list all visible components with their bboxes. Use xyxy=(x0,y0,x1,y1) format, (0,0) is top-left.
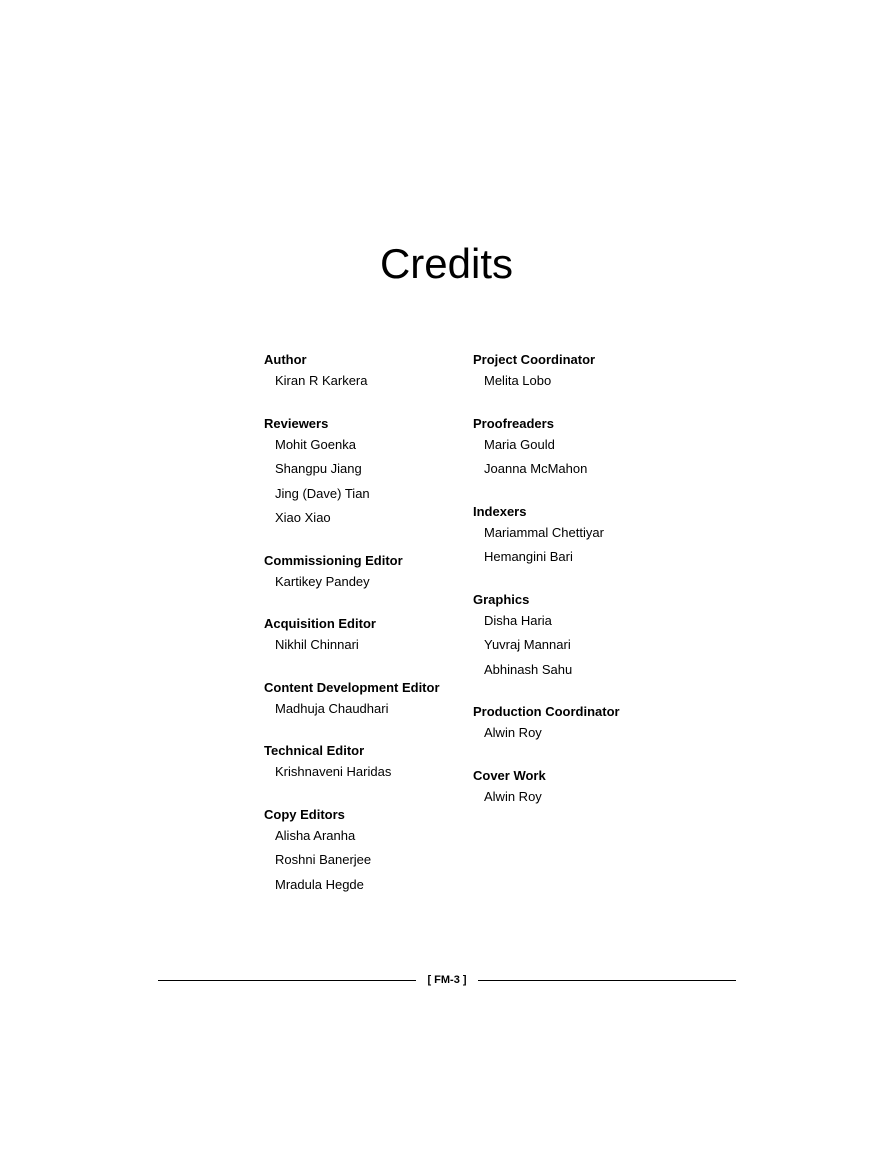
section-names xyxy=(473,369,673,394)
credit-name: Joanna McMahon xyxy=(484,461,588,476)
section-names xyxy=(473,785,673,810)
section-heading: Acquisition Editor xyxy=(264,616,376,631)
section-names xyxy=(264,433,464,531)
credit-name: Disha Haria xyxy=(484,612,552,628)
footer-rule-right xyxy=(478,980,736,981)
credit-section-cover-work xyxy=(473,766,673,810)
credit-name: Alwin Roy xyxy=(484,725,542,740)
section-heading: Commissioning Editor xyxy=(264,552,403,568)
section-names xyxy=(264,570,464,595)
credit-name: Madhuja Chaudhari xyxy=(275,700,389,716)
credit-name: Kartikey Pandey xyxy=(275,573,370,589)
footer-rule-left xyxy=(158,980,416,981)
credit-section-project-coordinator xyxy=(473,350,673,394)
credit-name: Melita Lobo xyxy=(484,373,552,388)
credit-section-indexers xyxy=(473,502,673,570)
section-names xyxy=(473,721,673,746)
credit-name: Nikhil Chinnari xyxy=(275,637,359,652)
section-heading: Cover Work xyxy=(473,767,546,783)
credit-name: Roshni Banerjee xyxy=(275,852,372,867)
section-heading: Content Development Editor xyxy=(264,679,440,695)
credit-section-technical-editor xyxy=(264,741,464,785)
credit-section-copy-editors xyxy=(264,805,464,898)
section-names xyxy=(264,369,464,394)
credit-name: Xiao Xiao xyxy=(275,510,331,525)
credit-name: Krishnaveni Haridas xyxy=(275,764,392,779)
credit-section-graphics xyxy=(473,590,673,683)
credit-name: Yuvraj Mannari xyxy=(484,637,571,652)
credits-left-column xyxy=(264,350,464,917)
credit-section-production-coordinator xyxy=(473,702,673,746)
credit-name: Jing (Dave) Tian xyxy=(275,485,370,501)
section-names xyxy=(264,824,464,898)
section-heading: Copy Editors xyxy=(264,806,345,822)
credit-name: Mariammal Chettiyar xyxy=(484,524,604,540)
section-heading: Author xyxy=(264,352,307,367)
section-names xyxy=(264,633,464,658)
page-number: [ FM-3 ] xyxy=(427,974,467,986)
credit-name: Alwin Roy xyxy=(484,788,542,804)
credit-section-acquisition-editor xyxy=(264,614,464,658)
section-names xyxy=(264,760,464,785)
section-heading: Proofreaders xyxy=(473,415,554,431)
credit-name: Kiran R Karkera xyxy=(275,373,368,388)
page-footer xyxy=(158,970,736,990)
credit-name: Mohit Goenka xyxy=(275,436,356,452)
section-names xyxy=(473,609,673,683)
credit-section-reviewers xyxy=(264,414,464,531)
section-heading: Production Coordinator xyxy=(473,704,620,719)
section-heading: Project Coordinator xyxy=(473,352,596,367)
section-heading: Indexers xyxy=(473,503,527,519)
credit-name: Abhinash Sahu xyxy=(484,661,573,677)
section-heading: Technical Editor xyxy=(264,743,365,758)
section-names xyxy=(264,697,464,722)
credit-section-content-development-editor xyxy=(264,678,464,722)
credit-section-author xyxy=(264,350,464,394)
section-names xyxy=(473,521,673,570)
section-heading: Graphics xyxy=(473,591,530,607)
credit-section-proofreaders xyxy=(473,414,673,482)
credits-right-column xyxy=(473,350,673,829)
credit-name: Mradula Hegde xyxy=(275,876,364,892)
credit-name: Shangpu Jiang xyxy=(275,461,362,476)
credit-section-commissioning-editor xyxy=(264,551,464,595)
section-names xyxy=(473,433,673,482)
credit-name: Alisha Aranha xyxy=(275,827,356,843)
page-title: Credits xyxy=(379,240,514,287)
credit-name: Maria Gould xyxy=(484,436,555,452)
credit-name: Hemangini Bari xyxy=(484,549,573,564)
section-heading: Reviewers xyxy=(264,415,329,431)
